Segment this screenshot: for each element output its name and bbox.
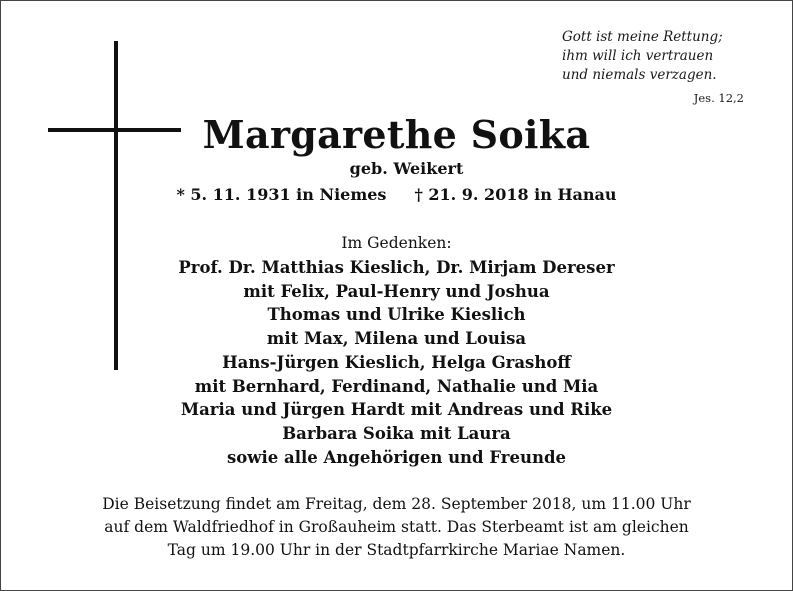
mourner-line: Thomas und Ulrike Kieslich — [267, 305, 526, 325]
quote-reference: Jes. 12,2 — [693, 91, 744, 105]
mourner-line: Barbara Soika mit Laura — [282, 423, 511, 443]
quote-line: und niemals verzagen. — [562, 67, 717, 83]
life-dates — [0, 182, 793, 208]
mourner-line: mit Felix, Paul-Henry und Joshua — [243, 281, 550, 301]
notice-line: Tag um 19.00 Uhr in der Stadtpfarrkirche Mariae Namen. — [167, 541, 626, 559]
notice-line: auf dem Waldfriedhof in Großauheim statt. Das Sterbeamt ist am gleichen — [104, 518, 689, 536]
birth-name: geb. Weikert — [349, 159, 464, 178]
mourner-line: Maria und Jürgen Hardt mit Andreas und Rike — [180, 400, 613, 420]
funeral-notice — [0, 493, 793, 562]
mourner-line: mit Max, Milena und Louisa — [266, 329, 527, 349]
mourner-line: Prof. Dr. Matthias Kieslich, Dr. Mirjam Dereser — [178, 258, 615, 277]
mourner-line: sowie alle Angehörigen und Freunde — [227, 447, 566, 467]
death-date: † 21. 9. 2018 in Hanau — [414, 185, 617, 204]
mourners-list — [0, 256, 793, 469]
bible-quote — [562, 28, 762, 85]
quote-line: Gott ist meine Rettung; — [562, 29, 723, 45]
birth-date: * 5. 11. 1931 in Niemes — [176, 185, 387, 204]
deceased-name: Margarethe Soika — [202, 112, 591, 157]
mourner-line: Hans-Jürgen Kieslich, Helga Grashoff — [222, 352, 571, 372]
mourner-line: mit Bernhard, Ferdinand, Nathalie und Mia — [194, 376, 599, 396]
quote-line: ihm will ich vertrauen — [562, 48, 714, 64]
memorial-title: Im Gedenken: — [341, 234, 452, 252]
notice-line: Die Beisetzung findet am Freitag, dem 28. September 2018, um 11.00 Uhr — [102, 495, 691, 513]
